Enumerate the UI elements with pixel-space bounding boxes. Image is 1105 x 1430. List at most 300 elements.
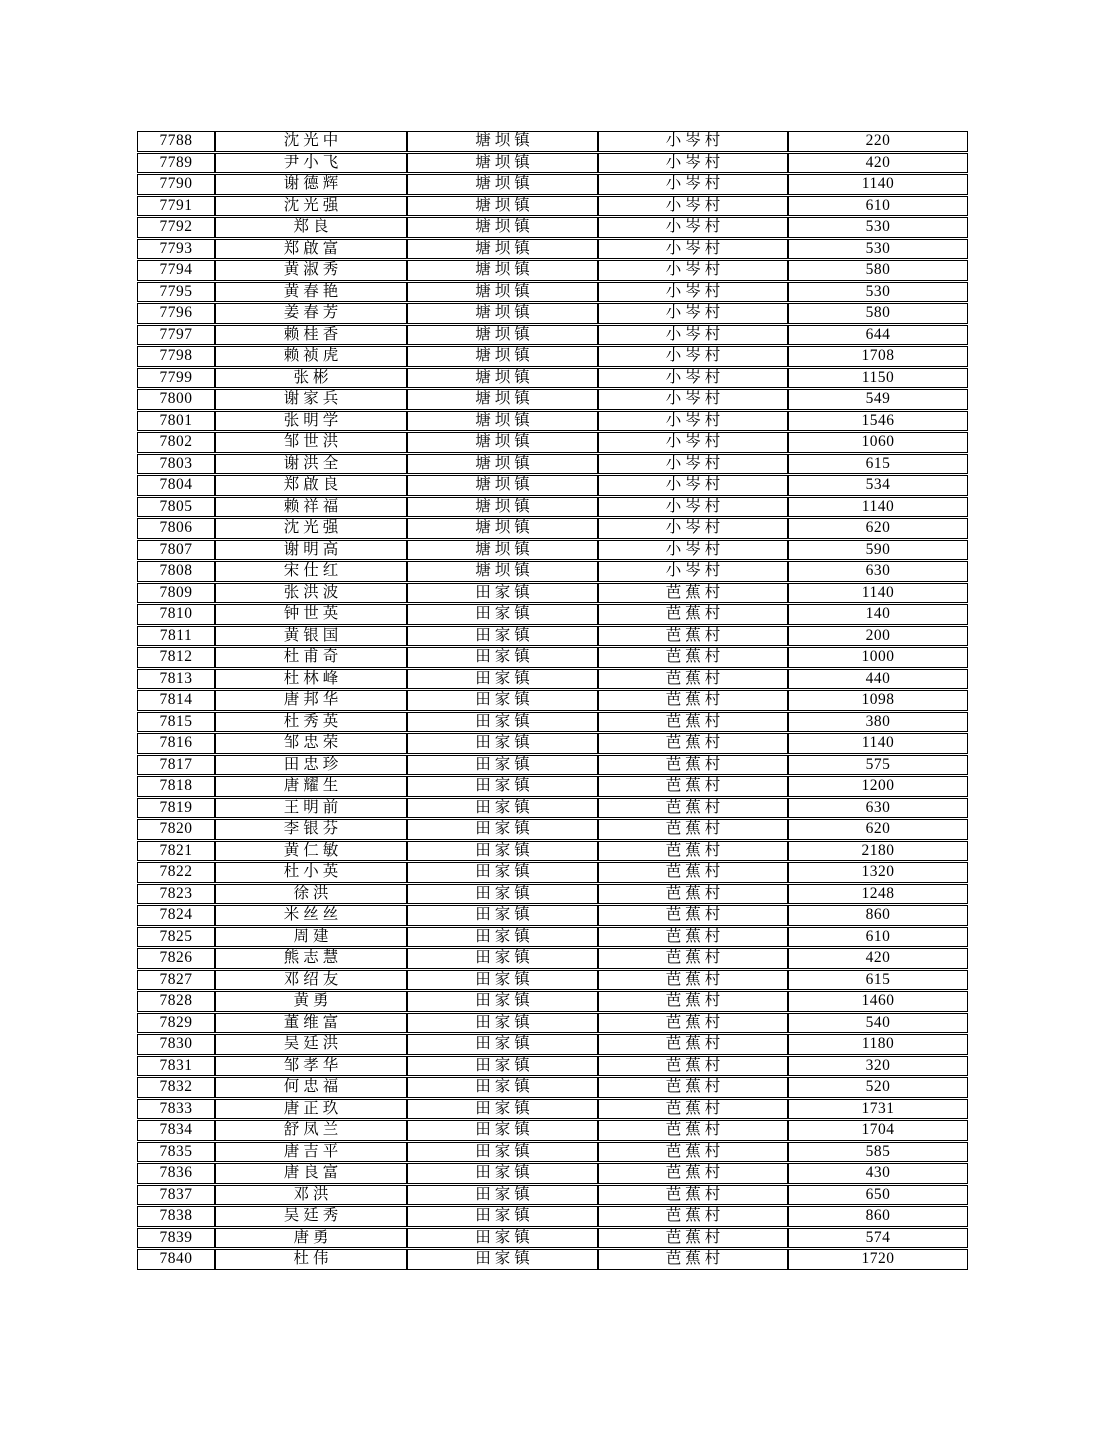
cell-name: 沈光中 [215, 131, 407, 152]
cell-village: 芭蕉村 [598, 905, 788, 926]
cell-town: 塘坝镇 [407, 325, 598, 346]
cell-village: 小岑村 [598, 561, 788, 582]
cell-id: 7794 [137, 260, 215, 281]
cell-amount: 420 [788, 948, 968, 969]
cell-amount: 1731 [788, 1099, 968, 1120]
table-row [137, 776, 968, 797]
cell-amount: 630 [788, 798, 968, 819]
table-row [137, 239, 968, 260]
cell-amount: 1200 [788, 776, 968, 797]
cell-name: 王明前 [215, 798, 407, 819]
cell-id: 7821 [137, 841, 215, 862]
cell-town: 田家镇 [407, 905, 598, 926]
table-row [137, 669, 968, 690]
cell-village: 芭蕉村 [598, 1142, 788, 1163]
cell-town: 田家镇 [407, 927, 598, 948]
cell-name: 黄春艳 [215, 282, 407, 303]
cell-id: 7823 [137, 884, 215, 905]
cell-town: 田家镇 [407, 1142, 598, 1163]
cell-village: 小岑村 [598, 196, 788, 217]
cell-village: 芭蕉村 [598, 604, 788, 625]
table-row [137, 604, 968, 625]
table-row [137, 1206, 968, 1227]
cell-name: 杜伟 [215, 1249, 407, 1270]
cell-name: 唐吉平 [215, 1142, 407, 1163]
table-row [137, 733, 968, 754]
cell-id: 7839 [137, 1228, 215, 1249]
cell-amount: 1320 [788, 862, 968, 883]
cell-name: 吴廷秀 [215, 1206, 407, 1227]
cell-amount: 1150 [788, 368, 968, 389]
cell-name: 郑啟富 [215, 239, 407, 260]
cell-town: 田家镇 [407, 862, 598, 883]
table-row [137, 583, 968, 604]
table-row [137, 755, 968, 776]
cell-amount: 420 [788, 153, 968, 174]
cell-village: 小岑村 [598, 411, 788, 432]
cell-id: 7792 [137, 217, 215, 238]
table-row [137, 497, 968, 518]
cell-town: 田家镇 [407, 841, 598, 862]
cell-id: 7830 [137, 1034, 215, 1055]
table-row [137, 561, 968, 582]
cell-amount: 540 [788, 1013, 968, 1034]
cell-town: 塘坝镇 [407, 454, 598, 475]
table-row [137, 153, 968, 174]
cell-name: 董维富 [215, 1013, 407, 1034]
cell-village: 芭蕉村 [598, 1206, 788, 1227]
cell-amount: 630 [788, 561, 968, 582]
cell-amount: 140 [788, 604, 968, 625]
cell-id: 7825 [137, 927, 215, 948]
cell-town: 塘坝镇 [407, 518, 598, 539]
table-row [137, 196, 968, 217]
cell-name: 邹孝华 [215, 1056, 407, 1077]
cell-id: 7788 [137, 131, 215, 152]
table-row [137, 131, 968, 152]
cell-town: 塘坝镇 [407, 239, 598, 260]
cell-id: 7812 [137, 647, 215, 668]
cell-village: 芭蕉村 [598, 1013, 788, 1034]
cell-name: 黄仁敏 [215, 841, 407, 862]
table-row [137, 174, 968, 195]
table-row [137, 798, 968, 819]
cell-id: 7809 [137, 583, 215, 604]
cell-name: 姜春芳 [215, 303, 407, 324]
table-row [137, 454, 968, 475]
cell-amount: 620 [788, 819, 968, 840]
table-row [137, 1120, 968, 1141]
table-row [137, 862, 968, 883]
cell-amount: 615 [788, 970, 968, 991]
cell-id: 7833 [137, 1099, 215, 1120]
cell-town: 塘坝镇 [407, 389, 598, 410]
table-row [137, 927, 968, 948]
cell-town: 塘坝镇 [407, 282, 598, 303]
cell-village: 小岑村 [598, 239, 788, 260]
cell-id: 7836 [137, 1163, 215, 1184]
cell-id: 7819 [137, 798, 215, 819]
table-row [137, 647, 968, 668]
cell-id: 7829 [137, 1013, 215, 1034]
cell-id: 7789 [137, 153, 215, 174]
cell-id: 7834 [137, 1120, 215, 1141]
cell-amount: 585 [788, 1142, 968, 1163]
cell-village: 小岑村 [598, 325, 788, 346]
cell-amount: 590 [788, 540, 968, 561]
cell-name: 邹世洪 [215, 432, 407, 453]
cell-name: 沈光强 [215, 196, 407, 217]
cell-amount: 574 [788, 1228, 968, 1249]
cell-town: 田家镇 [407, 970, 598, 991]
cell-town: 田家镇 [407, 1163, 598, 1184]
cell-name: 钟世英 [215, 604, 407, 625]
cell-name: 唐良富 [215, 1163, 407, 1184]
cell-name: 米丝丝 [215, 905, 407, 926]
table-row [137, 368, 968, 389]
table-row [137, 518, 968, 539]
cell-town: 田家镇 [407, 798, 598, 819]
cell-id: 7820 [137, 819, 215, 840]
cell-village: 芭蕉村 [598, 647, 788, 668]
cell-town: 田家镇 [407, 690, 598, 711]
cell-amount: 860 [788, 1206, 968, 1227]
cell-name: 徐洪 [215, 884, 407, 905]
cell-town: 田家镇 [407, 604, 598, 625]
cell-name: 沈光强 [215, 518, 407, 539]
cell-village: 小岑村 [598, 303, 788, 324]
cell-town: 塘坝镇 [407, 368, 598, 389]
cell-amount: 615 [788, 454, 968, 475]
cell-village: 芭蕉村 [598, 862, 788, 883]
cell-town: 田家镇 [407, 1228, 598, 1249]
cell-id: 7818 [137, 776, 215, 797]
cell-village: 芭蕉村 [598, 1077, 788, 1098]
cell-amount: 200 [788, 626, 968, 647]
cell-id: 7802 [137, 432, 215, 453]
table-row [137, 970, 968, 991]
cell-id: 7797 [137, 325, 215, 346]
cell-name: 何忠福 [215, 1077, 407, 1098]
cell-town: 田家镇 [407, 1249, 598, 1270]
cell-town: 田家镇 [407, 626, 598, 647]
table-row [137, 884, 968, 905]
cell-name: 田忠珍 [215, 755, 407, 776]
cell-amount: 1546 [788, 411, 968, 432]
cell-amount: 549 [788, 389, 968, 410]
table-row [137, 690, 968, 711]
cell-village: 小岑村 [598, 518, 788, 539]
cell-town: 田家镇 [407, 1206, 598, 1227]
cell-name: 杜小英 [215, 862, 407, 883]
table-row [137, 819, 968, 840]
cell-town: 田家镇 [407, 669, 598, 690]
cell-town: 田家镇 [407, 733, 598, 754]
cell-name: 黄淑秀 [215, 260, 407, 281]
cell-amount: 530 [788, 239, 968, 260]
cell-town: 塘坝镇 [407, 153, 598, 174]
cell-id: 7817 [137, 755, 215, 776]
cell-village: 芭蕉村 [598, 755, 788, 776]
cell-village: 芭蕉村 [598, 776, 788, 797]
cell-amount: 2180 [788, 841, 968, 862]
cell-amount: 220 [788, 131, 968, 152]
cell-id: 7808 [137, 561, 215, 582]
cell-village: 小岑村 [598, 540, 788, 561]
cell-id: 7835 [137, 1142, 215, 1163]
cell-name: 邓绍友 [215, 970, 407, 991]
cell-name: 唐耀生 [215, 776, 407, 797]
table-row [137, 1163, 968, 1184]
cell-name: 张明学 [215, 411, 407, 432]
cell-amount: 650 [788, 1185, 968, 1206]
cell-village: 小岑村 [598, 389, 788, 410]
cell-amount: 430 [788, 1163, 968, 1184]
table-row [137, 325, 968, 346]
cell-amount: 440 [788, 669, 968, 690]
cell-village: 芭蕉村 [598, 712, 788, 733]
cell-village: 小岑村 [598, 475, 788, 496]
cell-amount: 534 [788, 475, 968, 496]
cell-id: 7796 [137, 303, 215, 324]
cell-amount: 530 [788, 217, 968, 238]
cell-town: 塘坝镇 [407, 411, 598, 432]
cell-name: 杜林峰 [215, 669, 407, 690]
table-row [137, 1013, 968, 1034]
cell-id: 7798 [137, 346, 215, 367]
cell-id: 7828 [137, 991, 215, 1012]
cell-amount: 1140 [788, 583, 968, 604]
cell-name: 赖祯虎 [215, 346, 407, 367]
cell-name: 唐勇 [215, 1228, 407, 1249]
cell-amount: 620 [788, 518, 968, 539]
cell-id: 7795 [137, 282, 215, 303]
cell-town: 塘坝镇 [407, 475, 598, 496]
cell-name: 黄银国 [215, 626, 407, 647]
cell-name: 赖祥福 [215, 497, 407, 518]
cell-amount: 1140 [788, 733, 968, 754]
cell-amount: 860 [788, 905, 968, 926]
cell-village: 小岑村 [598, 153, 788, 174]
cell-id: 7822 [137, 862, 215, 883]
table-row [137, 1099, 968, 1120]
cell-id: 7837 [137, 1185, 215, 1206]
cell-name: 谢明高 [215, 540, 407, 561]
cell-town: 田家镇 [407, 1056, 598, 1077]
cell-id: 7799 [137, 368, 215, 389]
cell-id: 7806 [137, 518, 215, 539]
cell-id: 7801 [137, 411, 215, 432]
cell-amount: 1708 [788, 346, 968, 367]
cell-id: 7826 [137, 948, 215, 969]
cell-name: 谢洪全 [215, 454, 407, 475]
cell-name: 张彬 [215, 368, 407, 389]
cell-name: 赖桂香 [215, 325, 407, 346]
table-row [137, 948, 968, 969]
table-row [137, 841, 968, 862]
cell-town: 田家镇 [407, 755, 598, 776]
cell-village: 芭蕉村 [598, 884, 788, 905]
cell-town: 田家镇 [407, 776, 598, 797]
cell-amount: 1060 [788, 432, 968, 453]
table-row [137, 260, 968, 281]
cell-village: 芭蕉村 [598, 798, 788, 819]
cell-id: 7813 [137, 669, 215, 690]
cell-name: 杜甫奇 [215, 647, 407, 668]
cell-name: 唐邦华 [215, 690, 407, 711]
cell-town: 塘坝镇 [407, 217, 598, 238]
cell-town: 田家镇 [407, 1077, 598, 1098]
cell-name: 谢家兵 [215, 389, 407, 410]
cell-village: 芭蕉村 [598, 1099, 788, 1120]
cell-id: 7827 [137, 970, 215, 991]
cell-town: 塘坝镇 [407, 540, 598, 561]
cell-village: 芭蕉村 [598, 1034, 788, 1055]
cell-village: 芭蕉村 [598, 970, 788, 991]
cell-name: 邓洪 [215, 1185, 407, 1206]
cell-village: 小岑村 [598, 217, 788, 238]
cell-village: 芭蕉村 [598, 1163, 788, 1184]
cell-name: 黄勇 [215, 991, 407, 1012]
cell-village: 芭蕉村 [598, 1120, 788, 1141]
table-row [137, 475, 968, 496]
cell-name: 郑良 [215, 217, 407, 238]
cell-town: 田家镇 [407, 647, 598, 668]
table-row [137, 1249, 968, 1270]
cell-id: 7832 [137, 1077, 215, 1098]
cell-name: 杜秀英 [215, 712, 407, 733]
cell-id: 7807 [137, 540, 215, 561]
cell-name: 邹忠荣 [215, 733, 407, 754]
cell-village: 小岑村 [598, 282, 788, 303]
cell-town: 田家镇 [407, 991, 598, 1012]
cell-village: 芭蕉村 [598, 669, 788, 690]
table-row [137, 1034, 968, 1055]
cell-town: 塘坝镇 [407, 174, 598, 195]
table-row [137, 1142, 968, 1163]
cell-id: 7814 [137, 690, 215, 711]
cell-amount: 1720 [788, 1249, 968, 1270]
cell-amount: 610 [788, 927, 968, 948]
cell-name: 谢德辉 [215, 174, 407, 195]
table-row [137, 1056, 968, 1077]
cell-village: 小岑村 [598, 368, 788, 389]
cell-village: 小岑村 [598, 260, 788, 281]
cell-village: 芭蕉村 [598, 819, 788, 840]
cell-town: 田家镇 [407, 1034, 598, 1055]
cell-town: 塘坝镇 [407, 260, 598, 281]
cell-id: 7790 [137, 174, 215, 195]
beneficiary-table [137, 130, 968, 1271]
cell-village: 小岑村 [598, 346, 788, 367]
cell-town: 田家镇 [407, 819, 598, 840]
table-row [137, 1077, 968, 1098]
cell-town: 塘坝镇 [407, 346, 598, 367]
cell-village: 小岑村 [598, 131, 788, 152]
table-row [137, 540, 968, 561]
table-row [137, 303, 968, 324]
cell-id: 7803 [137, 454, 215, 475]
table-row [137, 626, 968, 647]
cell-id: 7810 [137, 604, 215, 625]
cell-village: 芭蕉村 [598, 1249, 788, 1270]
cell-id: 7831 [137, 1056, 215, 1077]
table-row [137, 1185, 968, 1206]
cell-id: 7791 [137, 196, 215, 217]
cell-town: 田家镇 [407, 1185, 598, 1206]
cell-town: 塘坝镇 [407, 131, 598, 152]
table-row [137, 389, 968, 410]
cell-village: 芭蕉村 [598, 626, 788, 647]
cell-village: 小岑村 [598, 497, 788, 518]
cell-id: 7840 [137, 1249, 215, 1270]
cell-amount: 1704 [788, 1120, 968, 1141]
cell-town: 塘坝镇 [407, 561, 598, 582]
table-body [137, 131, 968, 1270]
cell-id: 7805 [137, 497, 215, 518]
table-row [137, 712, 968, 733]
cell-village: 小岑村 [598, 454, 788, 475]
cell-name: 郑啟良 [215, 475, 407, 496]
cell-amount: 1140 [788, 497, 968, 518]
cell-name: 周建 [215, 927, 407, 948]
cell-id: 7815 [137, 712, 215, 733]
cell-village: 芭蕉村 [598, 583, 788, 604]
cell-town: 田家镇 [407, 948, 598, 969]
cell-id: 7816 [137, 733, 215, 754]
cell-village: 芭蕉村 [598, 927, 788, 948]
table-row [137, 346, 968, 367]
cell-name: 尹小飞 [215, 153, 407, 174]
cell-amount: 575 [788, 755, 968, 776]
cell-id: 7793 [137, 239, 215, 260]
cell-amount: 1180 [788, 1034, 968, 1055]
cell-name: 吴廷洪 [215, 1034, 407, 1055]
cell-town: 田家镇 [407, 583, 598, 604]
cell-amount: 320 [788, 1056, 968, 1077]
cell-amount: 580 [788, 303, 968, 324]
cell-id: 7824 [137, 905, 215, 926]
cell-name: 张洪波 [215, 583, 407, 604]
cell-village: 芭蕉村 [598, 1185, 788, 1206]
cell-village: 芭蕉村 [598, 1228, 788, 1249]
cell-town: 塘坝镇 [407, 303, 598, 324]
cell-amount: 1140 [788, 174, 968, 195]
table-row [137, 217, 968, 238]
cell-id: 7838 [137, 1206, 215, 1227]
cell-amount: 1098 [788, 690, 968, 711]
cell-id: 7800 [137, 389, 215, 410]
table-row [137, 991, 968, 1012]
cell-town: 田家镇 [407, 1099, 598, 1120]
cell-village: 芭蕉村 [598, 841, 788, 862]
cell-town: 田家镇 [407, 712, 598, 733]
cell-amount: 644 [788, 325, 968, 346]
table-row [137, 1228, 968, 1249]
cell-name: 熊志慧 [215, 948, 407, 969]
cell-village: 芭蕉村 [598, 1056, 788, 1077]
table-row [137, 282, 968, 303]
cell-name: 李银芬 [215, 819, 407, 840]
cell-village: 芭蕉村 [598, 991, 788, 1012]
cell-amount: 1460 [788, 991, 968, 1012]
cell-id: 7804 [137, 475, 215, 496]
table-row [137, 432, 968, 453]
cell-village: 芭蕉村 [598, 690, 788, 711]
table-row [137, 905, 968, 926]
cell-village: 芭蕉村 [598, 948, 788, 969]
cell-amount: 610 [788, 196, 968, 217]
